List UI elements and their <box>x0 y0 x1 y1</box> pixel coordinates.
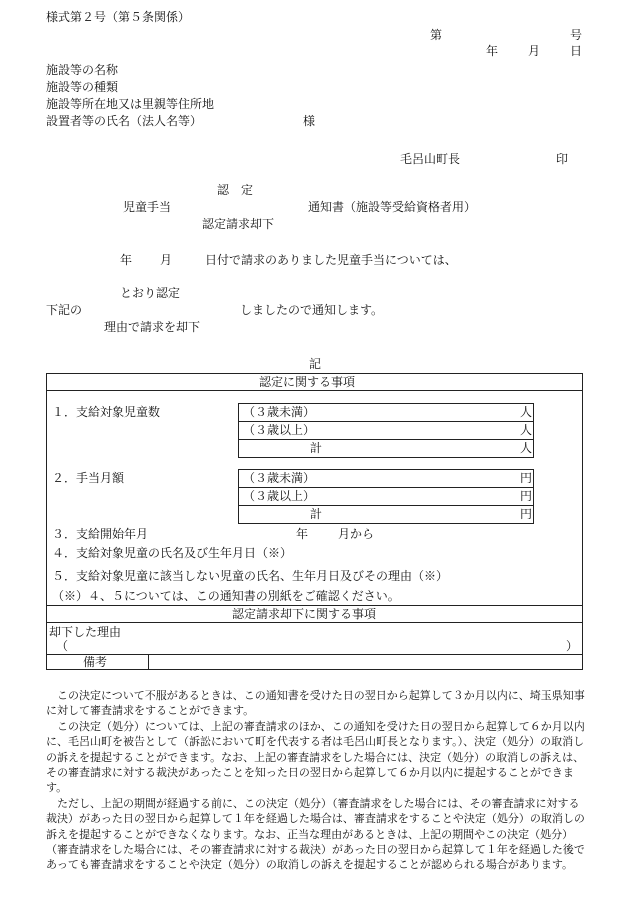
body-as-approved: とおり認定 <box>120 286 181 300</box>
facility-name-label: 施設等の名称 <box>46 63 119 77</box>
reason-paren-open: （ <box>56 639 69 653</box>
item2-row-unit: 円 <box>520 507 533 521</box>
item1-row-label: 計 <box>310 441 323 455</box>
item1-row-label: （３歳以上） <box>243 423 316 437</box>
facility-address-label: 施設等所在地又は里親等住所地 <box>46 97 215 111</box>
body-month: 月 <box>160 253 173 267</box>
title-kyakka: 認定請求却下 <box>202 217 275 231</box>
divider <box>46 622 583 623</box>
title-notice: 通知書（施設等受給資格者用） <box>308 200 477 214</box>
item2-row-label: （３歳未満） <box>243 471 316 485</box>
founder-name-label: 設置者等の氏名（法人名等） <box>46 114 203 128</box>
divider <box>46 605 583 606</box>
notice-paragraph: ただし、上記の期間が経過する前に、この決定（処分）（審査請求をした場合には、その審査請求に対する裁決）があった日の翌日から起算して１年を経過した場合は、審査請求をすることや決定（処分）の取消しの訴えを提起することができなくなります。なお、正当な理由があるときは、上記の期間やこの決定（処分）（審査請求をした場合には、その審査請求に対する裁決）があった日の翌日から起算して１年を経過した後であっても審査請求をすることや決定（処分）の取消しの訴えを提起することが認められる場合があります。 <box>46 797 585 872</box>
date-day: 日 <box>570 44 583 58</box>
date-month: 月 <box>528 44 541 58</box>
ki-heading: 記 <box>309 357 322 371</box>
item2-row-label: 計 <box>310 507 323 521</box>
facility-type-label: 施設等の種類 <box>46 80 119 94</box>
divider <box>238 421 534 422</box>
item3-month: 月から <box>338 527 375 541</box>
body-prefix: 下記の <box>46 303 83 317</box>
body-year: 年 <box>120 253 133 267</box>
notice-paragraph: この決定について不服があるときは、この通知書を受けた日の翌日から起算して３か月以内に、埼玉県知事に対して審査請求をすることができます。 <box>46 689 585 718</box>
seal-mark: 印 <box>556 152 569 166</box>
rejection-section-header: 認定請求却下に関する事項 <box>232 607 377 621</box>
doc-number-prefix: 第 <box>430 28 443 42</box>
body-date-clause: 日付で請求のありました児童手当については、 <box>205 253 457 267</box>
notice-paragraph: この決定（処分）については、上記の審査請求のほか、この通知を受けた日の翌日から起算して６か月以内に、毛呂山町を被告として（訴訟において町を代表する者は毛呂山町長となります。）、決定（処分）の取消しの訴えを提起することができます。なお、上記の審査請求をした場合には、決定（処分）の取消しの訴えは、その審査請求に対する裁決があったことを知った日の翌日から起算して６か月以内に提起することができます。 <box>46 720 585 795</box>
body-suffix: しましたので通知します。 <box>240 303 384 317</box>
item2-row-label: （３歳以上） <box>243 489 316 503</box>
divider <box>46 654 583 655</box>
form-number: 様式第２号（第５条関係） <box>46 10 191 24</box>
item1-row-unit: 人 <box>520 423 533 437</box>
sender-name: 毛呂山町長 <box>400 152 461 166</box>
divider <box>238 505 534 506</box>
title-nintei: 認 定 <box>217 183 254 197</box>
item5-label: ５．支給対象児童に該当しない児童の氏名、生年月日及びその理由（※） <box>52 569 449 583</box>
item1-row-unit: 人 <box>520 405 533 419</box>
divider <box>238 439 534 440</box>
rejection-reason-label: 却下した理由 <box>49 625 122 639</box>
item2-row-unit: 円 <box>520 489 533 503</box>
doc-number-suffix: 号 <box>570 28 583 42</box>
item2-row-unit: 円 <box>520 471 533 485</box>
approval-section-header: 認定に関する事項 <box>259 375 356 389</box>
item4-label: ４．支給対象児童の氏名及び生年月日（※） <box>52 546 293 560</box>
item2-label: ２．手当月額 <box>52 471 125 485</box>
honorific: 様 <box>303 114 316 128</box>
item1-row-unit: 人 <box>520 441 533 455</box>
reason-paren-close: ） <box>566 639 579 653</box>
item3-year: 年 <box>296 527 309 541</box>
item1-row-label: （３歳未満） <box>243 405 316 419</box>
body-reject: 理由で請求を却下 <box>104 320 201 334</box>
divider <box>46 390 583 391</box>
item3-label: ３．支給開始年月 <box>52 527 149 541</box>
date-year: 年 <box>486 44 499 58</box>
divider <box>148 654 149 670</box>
item1-label: １．支給対象児童数 <box>52 405 161 419</box>
title-allowance: 児童手当 <box>123 200 172 214</box>
note-text: （※）４、５については、この通知書の別紙をご確認ください。 <box>52 589 400 603</box>
remarks-label: 備考 <box>83 655 108 669</box>
divider <box>238 487 534 488</box>
